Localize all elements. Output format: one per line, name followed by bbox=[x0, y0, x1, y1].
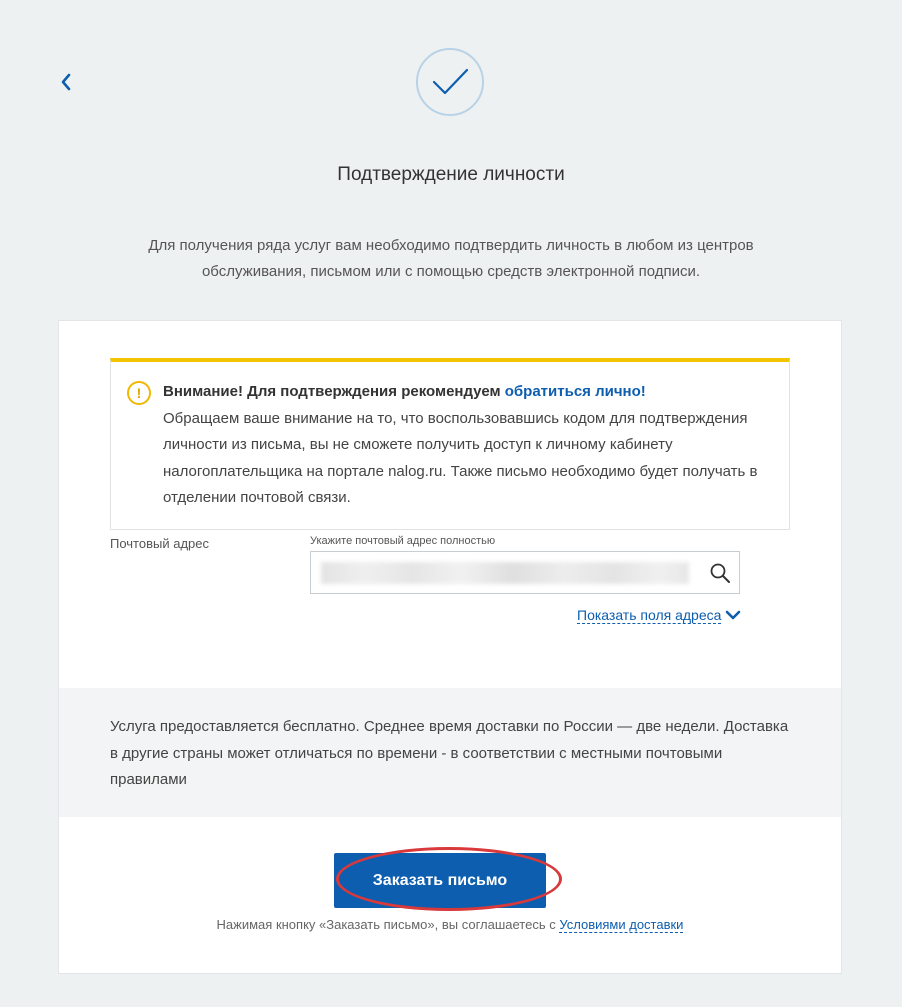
warning-icon: ! bbox=[127, 381, 151, 405]
address-hint: Укажите почтовый адрес полностью bbox=[310, 535, 496, 547]
confirmation-card bbox=[58, 320, 842, 974]
warning-alert bbox=[110, 358, 790, 530]
page-subtitle: Для получения ряда услуг вам необходимо подтвердить личность в любом из центров обслуживания, письмом или с помощью средств электронной подписи. bbox=[148, 237, 754, 280]
alert-text bbox=[163, 379, 773, 512]
address-input[interactable] bbox=[311, 552, 701, 593]
search-button[interactable] bbox=[707, 560, 733, 586]
delivery-info bbox=[59, 688, 841, 817]
delivery-terms-link[interactable]: Условиями доставки bbox=[559, 917, 684, 932]
address-field[interactable] bbox=[310, 551, 740, 594]
consent-text bbox=[59, 917, 841, 932]
order-letter-button[interactable]: Заказать письмо bbox=[334, 853, 546, 908]
alert-body: Обращаем ваше внимание на то, что воспользовавшись кодом для подтверждения личности из письма, вы не сможете получить доступ к личному кабинету налогоплательщика на портале nalog.ru. Также письмо необходимо будет получать в отделении почтовой связи. bbox=[163, 409, 758, 506]
show-address-fields-label: Показать поля адреса bbox=[577, 606, 722, 623]
consent-prefix: Нажимая кнопку «Заказать письмо», вы соглашаетесь с bbox=[216, 917, 556, 932]
alert-heading: Внимание! Для подтверждения рекомендуем bbox=[163, 383, 501, 400]
delivery-info-text: Услуга предоставляется бесплатно. Среднее время доставки по России — две недели. Доставка в другие страны может отличаться по времени - в соответствии с местными почтовыми правилами bbox=[110, 718, 789, 788]
chevron-left-icon bbox=[60, 73, 72, 91]
show-address-fields-link[interactable] bbox=[577, 605, 741, 625]
search-icon bbox=[709, 562, 731, 584]
back-button[interactable] bbox=[52, 66, 80, 98]
address-label: Почтовый адрес bbox=[110, 536, 209, 551]
contact-in-person-link[interactable]: обратиться лично! bbox=[504, 383, 646, 400]
success-check-icon bbox=[416, 48, 484, 116]
chevron-down-icon bbox=[725, 609, 741, 621]
page-title: Подтверждение личности bbox=[337, 164, 565, 185]
